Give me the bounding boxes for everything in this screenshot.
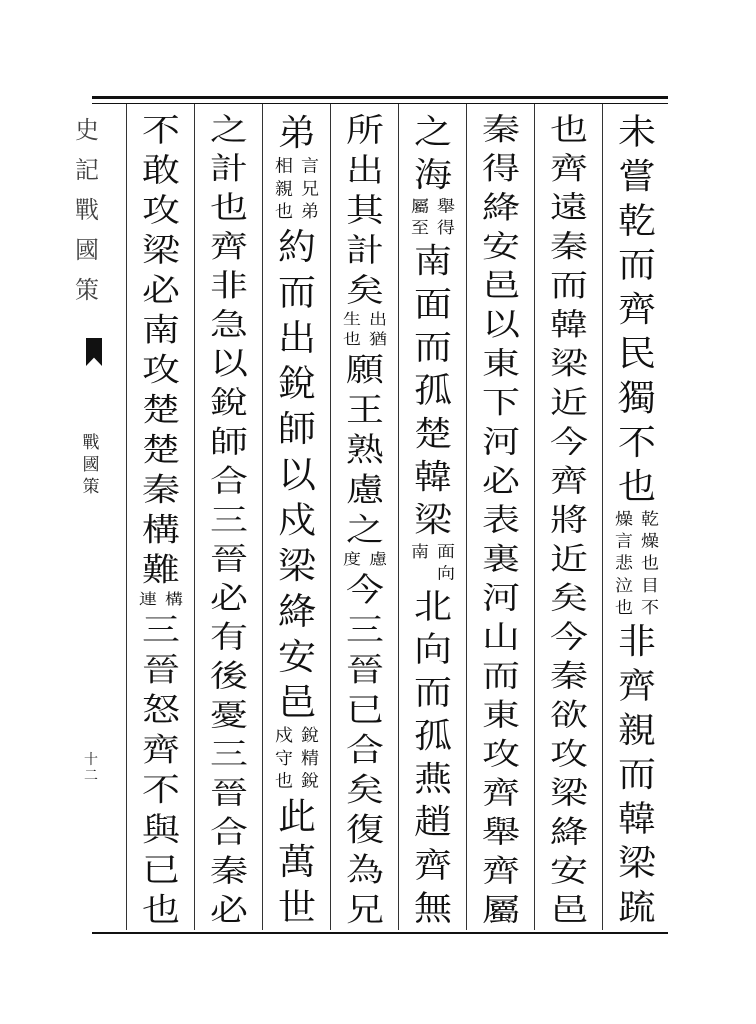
commentary-glyph: 相 — [275, 156, 293, 177]
main-text-glyph: 憂 — [209, 696, 248, 733]
main-text-glyph: 非 — [209, 267, 248, 304]
main-text-glyph: 近 — [549, 384, 588, 421]
commentary-note — [337, 550, 393, 570]
text-column — [334, 110, 396, 930]
text-column — [130, 110, 192, 930]
main-text-glyph: 舉 — [481, 814, 520, 850]
main-text-glyph: 齊 — [549, 150, 588, 187]
main-text-glyph: 絳 — [277, 590, 316, 632]
commentary-glyph: 精 — [301, 748, 319, 769]
text-column — [198, 110, 260, 930]
main-text-glyph: 復 — [345, 811, 384, 849]
text-column — [538, 110, 600, 930]
main-text-glyph: 海 — [413, 154, 452, 195]
main-text-glyph: 師 — [209, 423, 248, 460]
margin-header-glyph: 戰 — [75, 196, 99, 224]
commentary-line — [612, 509, 636, 620]
commentary-glyph: 慮 — [369, 550, 387, 569]
main-text-glyph: 而 — [413, 672, 452, 713]
main-text-glyph: 民 — [617, 333, 656, 374]
main-text-glyph: 晉 — [209, 775, 248, 811]
main-text-glyph: 䟽 — [617, 887, 656, 928]
commentary-glyph: 得 — [437, 218, 455, 238]
margin-title-glyph: 國 — [82, 455, 100, 475]
commentary-glyph: 至 — [411, 218, 429, 238]
main-text-glyph: 萬 — [277, 840, 316, 883]
margin-header-glyph: 國 — [75, 236, 99, 264]
main-text-glyph: 計 — [345, 231, 384, 269]
main-text-glyph: 合 — [345, 731, 384, 769]
commentary-glyph: 也 — [343, 330, 361, 349]
main-text-glyph: 韓 — [617, 798, 656, 840]
commentary-line — [408, 196, 432, 239]
commentary-note — [133, 590, 189, 610]
main-text-glyph: 敢 — [141, 151, 180, 189]
main-text-glyph: 銳 — [277, 362, 316, 405]
column-divider — [534, 104, 535, 930]
main-text-glyph: 東 — [481, 696, 520, 733]
commentary-glyph: 燥 — [615, 509, 633, 530]
main-text-glyph: 秦 — [209, 853, 248, 889]
main-text-glyph: 而 — [617, 754, 656, 795]
commentary-glyph: 弟 — [301, 202, 319, 222]
commentary-glyph: 泣 — [615, 576, 633, 596]
main-text-glyph: 向 — [413, 629, 452, 670]
main-text-glyph: 秦 — [549, 657, 588, 694]
main-text-glyph: 梁 — [141, 231, 180, 269]
main-text-glyph: 燕 — [413, 759, 452, 799]
main-text-glyph: 王 — [345, 391, 384, 429]
text-column — [470, 110, 532, 930]
main-text-glyph: 世 — [277, 886, 316, 929]
main-text-glyph: 齊 — [549, 462, 588, 499]
main-text-glyph: 也 — [141, 891, 180, 929]
main-text-glyph: 攻 — [141, 191, 180, 229]
main-text-glyph: 齊 — [481, 853, 520, 889]
column-divider — [398, 104, 399, 930]
commentary-note — [337, 310, 393, 350]
commentary-glyph: 也 — [641, 553, 659, 574]
main-text-glyph: 也 — [209, 189, 248, 226]
column-divider — [126, 104, 127, 930]
main-text-glyph: 三 — [345, 611, 384, 649]
commentary-line — [434, 196, 458, 239]
main-text-glyph: 齊 — [141, 731, 180, 769]
main-text-glyph: 晉 — [141, 651, 180, 689]
main-text-glyph: 嘗 — [617, 156, 656, 197]
commentary-glyph: 不 — [641, 598, 659, 618]
commentary-line — [340, 310, 364, 350]
main-text-glyph: 師 — [277, 407, 316, 450]
main-text-glyph: 已 — [141, 851, 180, 889]
commentary-glyph: 言 — [301, 156, 319, 177]
main-text-glyph: 也 — [549, 111, 588, 148]
main-text-glyph: 欲 — [549, 696, 588, 733]
commentary-glyph: 度 — [343, 550, 361, 569]
main-text-glyph: 必 — [209, 579, 248, 616]
commentary-line — [298, 156, 322, 224]
main-text-glyph: 下 — [481, 384, 520, 421]
commentary-glyph: 目 — [641, 576, 659, 596]
main-text-glyph: 攻 — [549, 736, 588, 772]
commentary-glyph: 生 — [343, 310, 361, 329]
main-text-glyph: 裏 — [481, 540, 520, 577]
main-text-glyph: 必 — [141, 271, 180, 309]
main-text-glyph: 河 — [481, 579, 520, 616]
bottom-border-rule — [92, 932, 668, 934]
margin-title-glyph: 策 — [82, 477, 100, 497]
main-text-glyph: 南 — [141, 311, 180, 349]
main-text-glyph: 山 — [481, 618, 520, 655]
main-text-glyph: 以 — [481, 306, 520, 343]
column-divider — [262, 104, 263, 930]
commentary-glyph: 屬 — [411, 197, 429, 217]
commentary-glyph: 兄 — [301, 179, 319, 200]
margin-header-glyph: 策 — [75, 276, 99, 304]
main-text-glyph: 梁 — [617, 842, 656, 884]
main-text-glyph: 不 — [617, 421, 656, 463]
main-text-glyph: 楚 — [413, 413, 452, 454]
commentary-line — [408, 542, 432, 585]
main-text-glyph: 河 — [481, 423, 520, 460]
main-text-glyph: 三 — [209, 736, 248, 772]
main-text-glyph: 合 — [209, 462, 248, 499]
main-text-glyph: 秦 — [481, 111, 520, 148]
main-text-glyph: 以 — [209, 345, 248, 382]
commentary-note — [269, 725, 325, 793]
main-text-glyph: 安 — [277, 635, 316, 678]
main-text-glyph: 急 — [209, 306, 248, 343]
main-text-glyph: 安 — [549, 853, 588, 889]
main-text-glyph: 北 — [413, 586, 452, 627]
main-text-glyph: 非 — [617, 621, 656, 662]
main-text-glyph: 而 — [481, 657, 520, 694]
main-text-glyph: 趙 — [413, 802, 452, 842]
commentary-glyph: 燥 — [641, 531, 659, 552]
main-text-glyph: 面 — [413, 284, 452, 324]
main-text-glyph: 而 — [413, 327, 452, 368]
main-text-glyph: 合 — [209, 814, 248, 850]
main-text-glyph: 遠 — [549, 189, 588, 226]
main-text-glyph: 絳 — [481, 189, 520, 226]
text-column — [606, 110, 668, 930]
main-text-glyph: 梁 — [277, 544, 316, 587]
main-text-glyph: 梁 — [413, 500, 452, 540]
main-text-glyph: 三 — [141, 611, 180, 649]
main-text-glyph: 不 — [141, 771, 180, 809]
main-text-glyph: 與 — [141, 811, 180, 849]
margin-header-glyph: 記 — [75, 156, 99, 184]
main-text-glyph: 為 — [345, 851, 384, 889]
main-text-glyph: 齊 — [481, 775, 520, 811]
main-text-glyph: 得 — [481, 150, 520, 187]
commentary-glyph: 銳 — [301, 771, 319, 792]
main-text-glyph: 屬 — [481, 892, 520, 928]
commentary-glyph: 南 — [411, 542, 429, 562]
main-text-glyph: 齊 — [209, 228, 248, 265]
top-border-inner-rule — [92, 103, 668, 104]
main-text-glyph: 齊 — [413, 845, 452, 885]
main-text-glyph: 秦 — [141, 471, 180, 509]
commentary-glyph: 也 — [275, 771, 293, 792]
main-text-glyph: 邑 — [481, 267, 520, 304]
main-text-glyph: 構 — [141, 511, 180, 549]
main-text-glyph: 三 — [209, 501, 248, 538]
commentary-glyph: 悲 — [615, 553, 633, 574]
main-text-glyph: 獨 — [617, 377, 656, 419]
top-border-rule — [92, 96, 668, 99]
main-text-glyph: 邑 — [549, 892, 588, 928]
commentary-line — [162, 590, 186, 610]
main-text-glyph: 韓 — [549, 306, 588, 343]
main-text-glyph: 楚 — [141, 391, 180, 429]
main-text-glyph: 所 — [345, 111, 384, 149]
main-text-glyph: 計 — [209, 150, 248, 187]
main-text-glyph: 乾 — [617, 200, 656, 242]
main-text-glyph: 而 — [617, 244, 656, 286]
main-text-glyph: 齊 — [617, 289, 656, 330]
main-text-glyph: 安 — [481, 228, 520, 265]
page-number — [80, 752, 102, 784]
page-number-glyph: 二 — [84, 768, 98, 784]
commentary-glyph: 乾 — [641, 509, 659, 530]
commentary-glyph: 猶 — [369, 330, 387, 349]
commentary-glyph: 戍 — [275, 725, 293, 746]
commentary-line — [136, 590, 160, 610]
main-text-glyph: 必 — [209, 892, 248, 928]
main-text-glyph: 願 — [345, 351, 384, 389]
main-text-glyph: 齊 — [617, 665, 656, 707]
commentary-glyph: 構 — [165, 590, 183, 609]
main-text-glyph: 弟 — [277, 111, 316, 154]
main-text-glyph: 絳 — [549, 814, 588, 850]
main-text-glyph: 矣 — [549, 579, 588, 616]
commentary-glyph: 連 — [139, 590, 157, 609]
main-text-glyph: 韓 — [413, 457, 452, 497]
commentary-line — [366, 550, 390, 570]
margin-header — [74, 110, 100, 320]
main-text-glyph: 晉 — [209, 540, 248, 577]
commentary-note — [405, 542, 461, 585]
commentary-glyph: 也 — [275, 202, 293, 222]
main-text-glyph: 孤 — [413, 370, 452, 411]
commentary-glyph: 親 — [275, 179, 293, 200]
main-text-glyph: 邑 — [277, 681, 316, 724]
main-text-glyph: 攻 — [141, 351, 180, 389]
main-text-glyph: 熟 — [345, 431, 384, 469]
main-text-glyph: 以 — [277, 453, 316, 496]
commentary-line — [272, 725, 296, 793]
margin-title-glyph: 戰 — [82, 433, 100, 453]
commentary-line — [434, 542, 458, 585]
text-column — [266, 110, 328, 930]
main-text-glyph: 之 — [209, 111, 248, 148]
commentary-glyph: 舉 — [437, 197, 455, 217]
main-text-glyph: 怒 — [141, 691, 180, 729]
main-text-glyph: 矣 — [345, 271, 384, 309]
main-text-glyph: 無 — [413, 888, 452, 929]
main-text-glyph: 出 — [277, 316, 316, 359]
main-text-glyph: 銳 — [209, 384, 248, 421]
main-text-glyph: 矣 — [345, 771, 384, 809]
main-text-glyph: 其 — [345, 191, 384, 229]
main-text-glyph: 兄 — [345, 891, 384, 929]
main-text-glyph: 將 — [549, 501, 588, 538]
main-text-glyph: 梁 — [549, 775, 588, 811]
commentary-glyph: 守 — [275, 748, 293, 769]
main-text-glyph: 親 — [617, 709, 656, 751]
main-text-glyph: 也 — [617, 466, 656, 507]
main-text-glyph: 戍 — [277, 499, 316, 541]
main-text-glyph: 而 — [549, 267, 588, 304]
main-text-glyph: 慮 — [345, 471, 384, 509]
main-text-glyph: 約 — [277, 225, 316, 268]
page-number-glyph: 十 — [84, 752, 98, 768]
commentary-note — [609, 509, 665, 620]
column-divider — [194, 104, 195, 930]
column-divider — [602, 104, 603, 930]
commentary-glyph: 面 — [437, 542, 455, 562]
main-text-glyph: 表 — [481, 501, 520, 538]
commentary-glyph: 銳 — [301, 725, 319, 746]
main-text-glyph: 今 — [345, 571, 384, 609]
commentary-line — [340, 550, 364, 570]
main-text-glyph: 近 — [549, 540, 588, 577]
main-text-glyph: 出 — [345, 151, 384, 189]
main-text-glyph: 南 — [413, 241, 452, 281]
main-text-glyph: 之 — [345, 511, 384, 549]
main-text-glyph: 之 — [413, 111, 452, 152]
main-text-glyph: 必 — [481, 462, 520, 499]
main-text-glyph: 此 — [277, 795, 316, 837]
margin-header-glyph: 史 — [75, 116, 99, 144]
main-text-glyph: 難 — [141, 551, 180, 589]
commentary-glyph: 向 — [437, 563, 455, 583]
commentary-glyph: 言 — [615, 531, 633, 552]
text-column — [402, 110, 464, 930]
main-text-glyph: 而 — [277, 271, 316, 314]
column-divider — [330, 104, 331, 930]
commentary-line — [272, 156, 296, 224]
commentary-glyph: 也 — [615, 598, 633, 618]
commentary-line — [638, 509, 662, 620]
commentary-line — [366, 310, 390, 350]
main-text-glyph: 攻 — [481, 736, 520, 772]
main-text-glyph: 後 — [209, 657, 248, 694]
main-text-glyph: 孤 — [413, 715, 452, 756]
main-text-glyph: 楚 — [141, 431, 180, 469]
main-text-glyph: 今 — [549, 423, 588, 460]
main-text-glyph: 不 — [141, 111, 180, 149]
margin-book-title — [80, 432, 102, 498]
main-text-glyph: 晉 — [345, 651, 384, 689]
commentary-line — [298, 725, 322, 793]
main-text-glyph: 東 — [481, 345, 520, 382]
commentary-note — [269, 156, 325, 224]
main-text-glyph: 秦 — [549, 228, 588, 265]
main-text-glyph: 有 — [209, 618, 248, 655]
commentary-note — [405, 196, 461, 239]
main-text-glyph: 今 — [549, 618, 588, 655]
main-text-glyph: 梁 — [549, 345, 588, 382]
column-divider — [466, 104, 467, 930]
commentary-glyph: 出 — [369, 310, 387, 329]
main-text-glyph: 未 — [617, 111, 656, 153]
main-text-glyph: 已 — [345, 691, 384, 729]
